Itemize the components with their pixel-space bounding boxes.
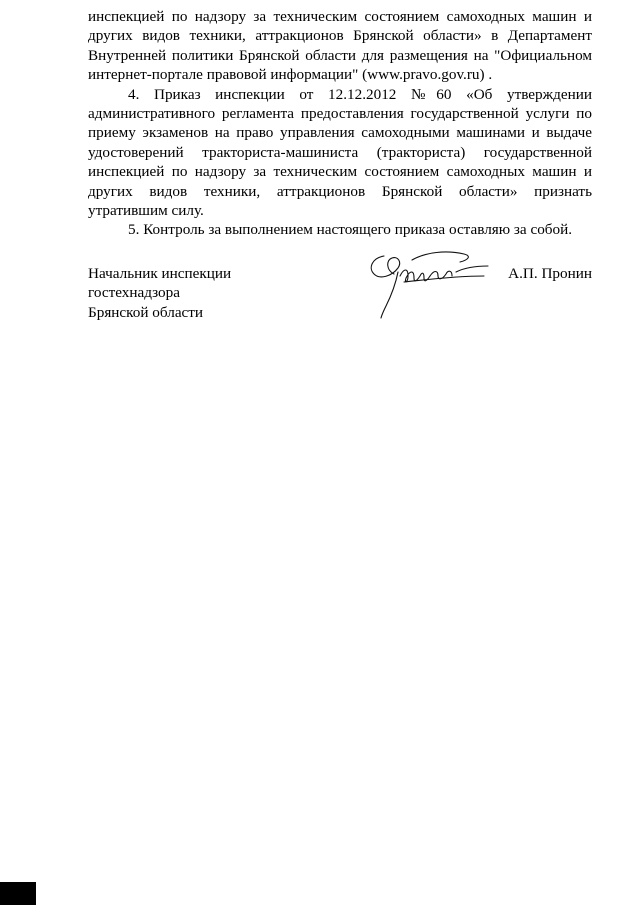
paragraph-item-5: 5. Контроль за выполнением настоящего приказа оставляю за собой. bbox=[128, 221, 573, 239]
signer-position-line: Брянской области bbox=[88, 303, 204, 321]
signer-position-line: Начальник инспекции bbox=[88, 265, 232, 282]
signer-position bbox=[88, 264, 231, 322]
handwritten-signature-icon bbox=[364, 246, 494, 324]
scan-edge-mark bbox=[0, 882, 36, 905]
paragraph-item-4: 4. Приказ инспекции от 12.12.2012 №60 «Об утверждении административного регламента предоставления государственной услуги по приему экзаменов на право управления самоходными машинами и выдаче удостоверений тракториста-машиниста (тракториста) государственной инспекцией по надзору за техническим состоянием самоходных машин и других видов техники, аттракционов Брянской области» признать утратившим силу. bbox=[88, 85, 592, 220]
signature-block bbox=[88, 264, 592, 334]
signer-position-line: гостехнадзора bbox=[88, 284, 180, 302]
paragraph-continuation: инспекцией по надзору за техническим состоянием самоходных машин и других видов техники, аттракционов Брянской области» в Департамент Внутренней политики Брянской области для размещения на "Официальном интернет-портале правовой информации" (www.pravo.gov.ru) . bbox=[88, 8, 592, 84]
document-body bbox=[88, 7, 592, 240]
signer-name: А.П. Пронин bbox=[508, 265, 592, 282]
